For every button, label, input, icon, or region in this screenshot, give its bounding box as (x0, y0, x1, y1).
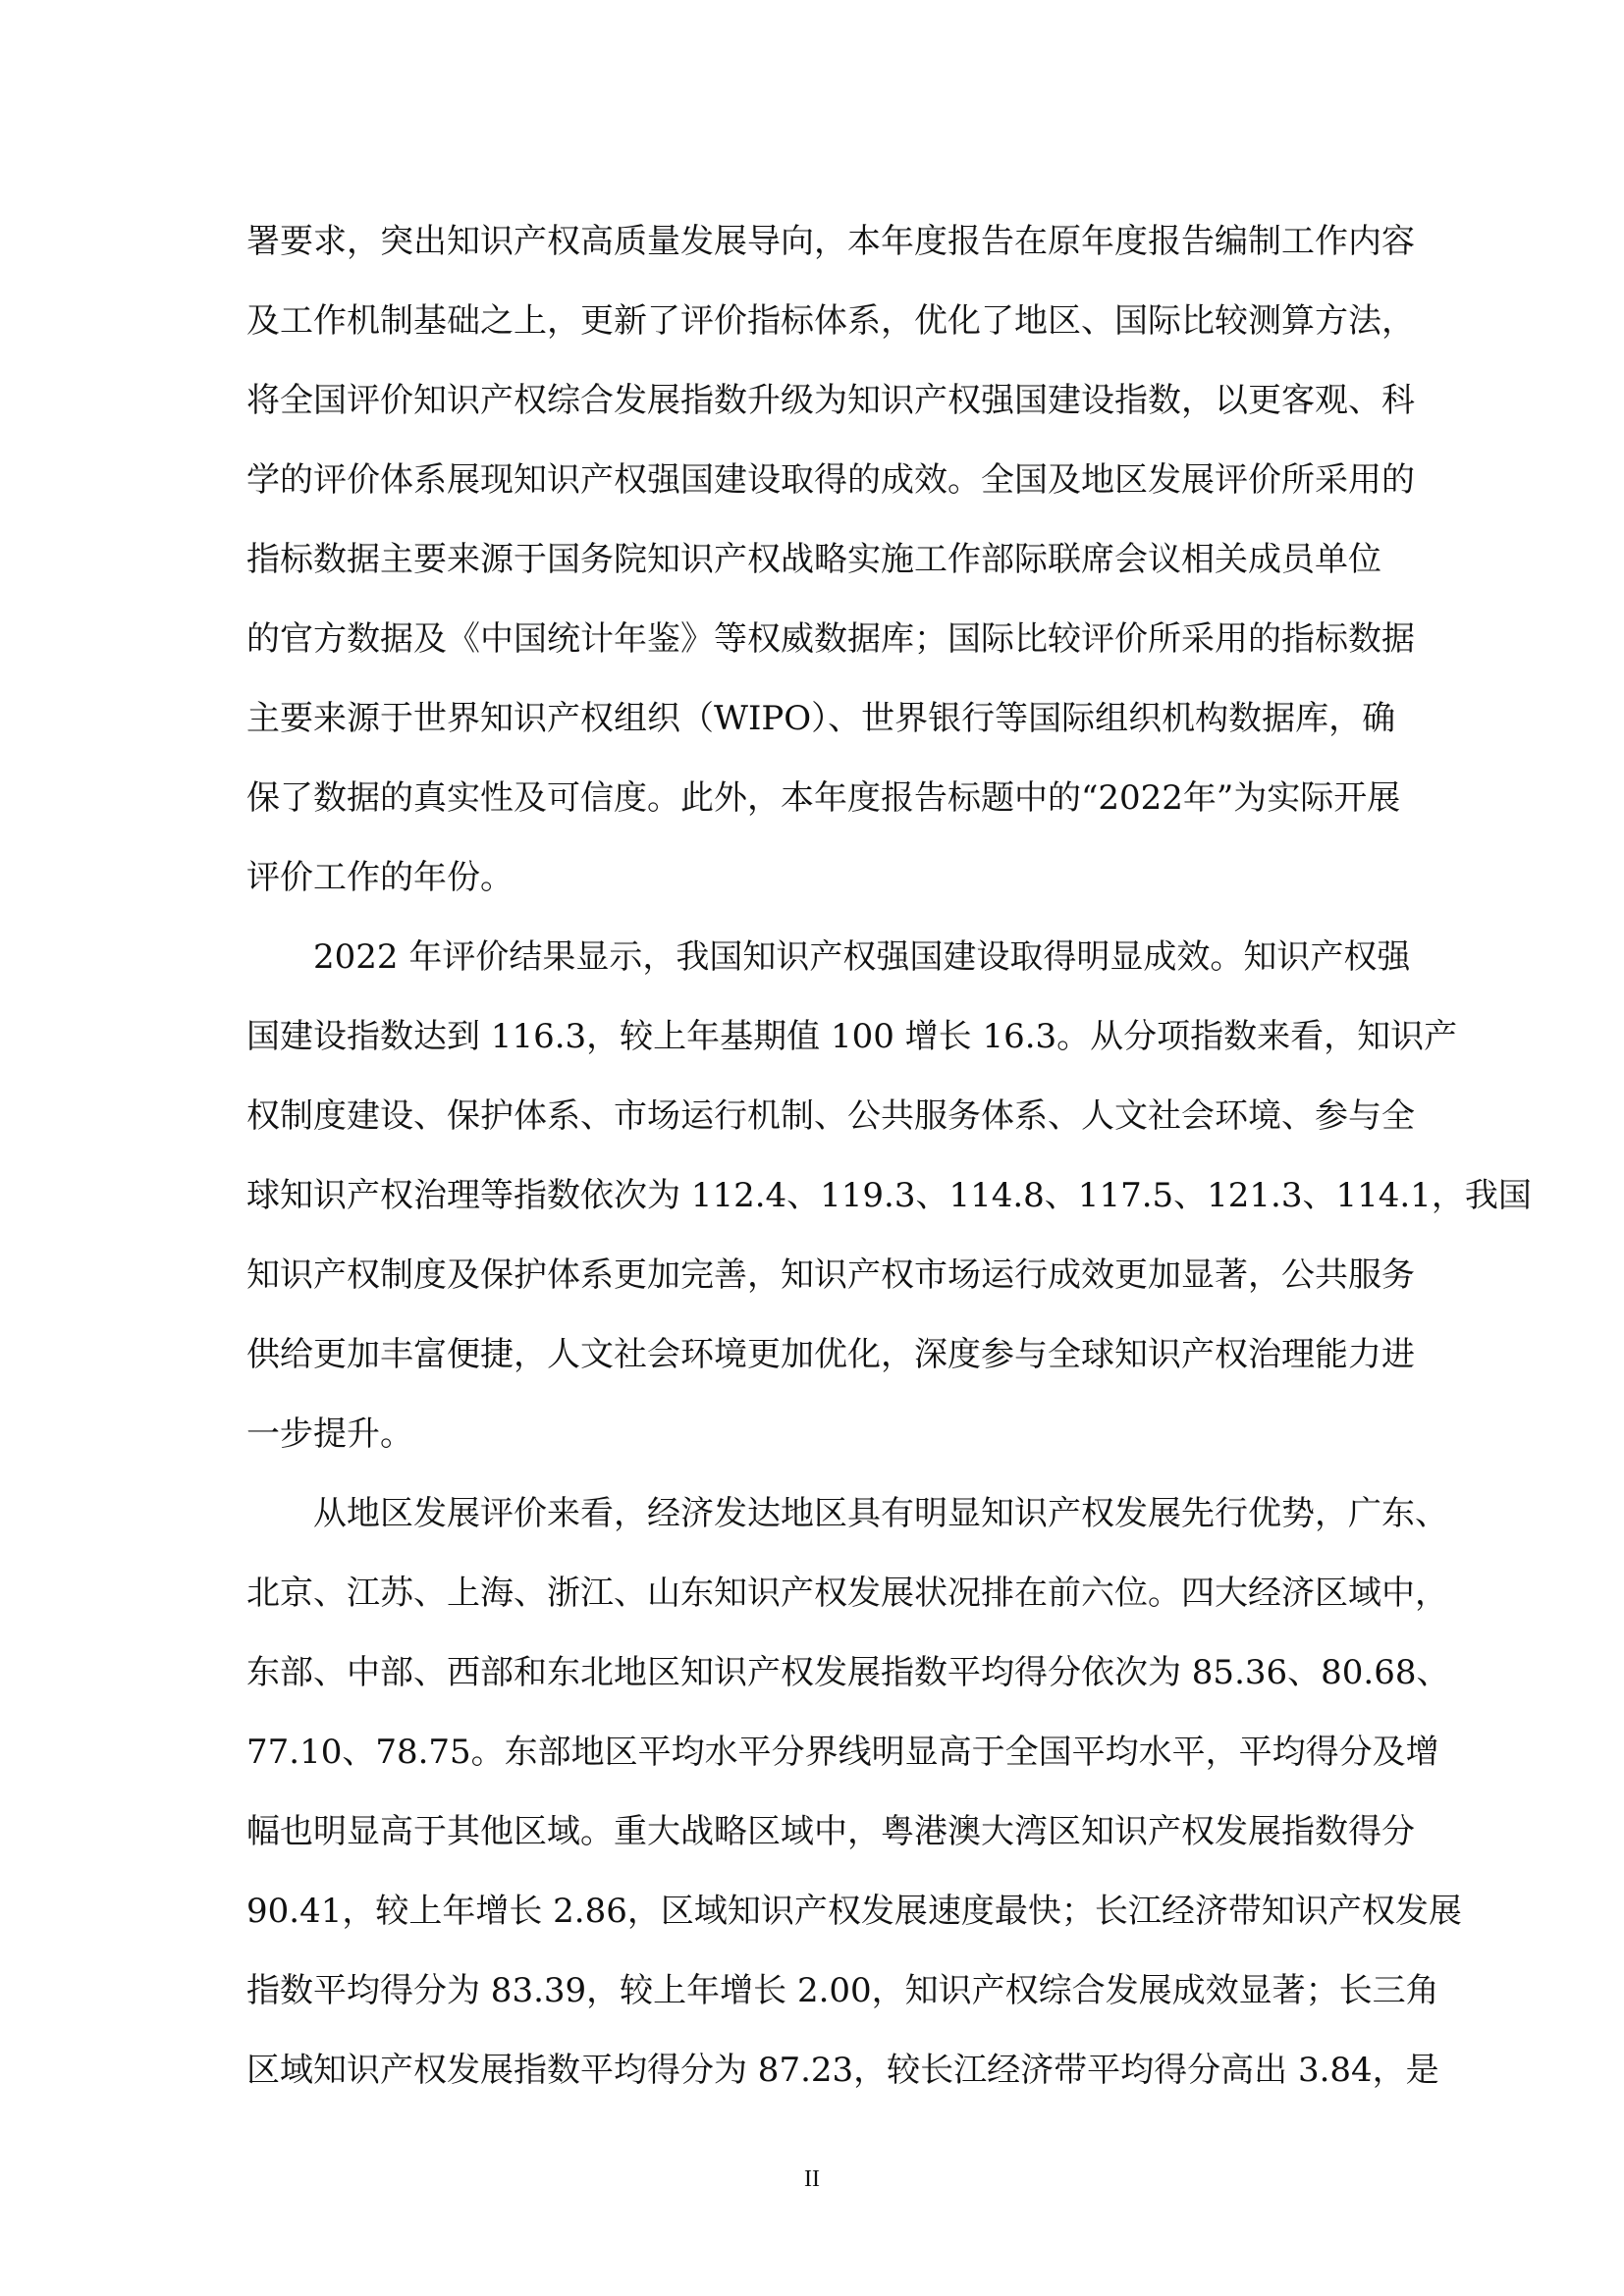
text-line: 东部、中部、西部和东北地区知识产权发展指数平均得分依次为 85.36、80.68、 (246, 1653, 1450, 1692)
text-line: 权制度建设、保护体系、市场运行机制、公共服务体系、人文社会环境、参与全 (246, 1096, 1415, 1136)
text-line: 77.10、78.75。东部地区平均水平分界线明显高于全国平均水平，平均得分及增 (246, 1733, 1439, 1772)
text-line: 一步提升。 (246, 1415, 413, 1454)
text-line: 90.41，较上年增长 2.86，区域知识产权发展速度最快；长江经济带知识产权发展 (246, 1892, 1462, 1931)
text-line: 幅也明显高于其他区域。重大战略区域中，粤港澳大湾区知识产权发展指数得分 (246, 1812, 1415, 1851)
text-line: 知识产权制度及保护体系更加完善，知识产权市场运行成效更加显著，公共服务 (246, 1255, 1415, 1295)
text-line: 及工作机制基础之上，更新了评价指标体系，优化了地区、国际比较测算方法， (246, 301, 1415, 341)
text-line: 保了数据的真实性及可信度。此外，本年度报告标题中的“2022年”为实际开展 (246, 778, 1401, 818)
text-line: 指标数据主要来源于国务院知识产权战略实施工作部际联席会议相关成员单位 (246, 540, 1381, 579)
text-line: 球知识产权治理等指数依次为 112.4、119.3、114.8、117.5、121.3、114.1，我国 (246, 1176, 1532, 1215)
text-line: 主要来源于世界知识产权组织（WIPO）、世界银行等国际组织机构数据库，确 (246, 699, 1396, 738)
text-line: 署要求，突出知识产权高质量发展导向，本年度报告在原年度报告编制工作内容 (246, 222, 1415, 261)
page-number: II (804, 2166, 820, 2192)
text-line: 国建设指数达到 116.3，较上年基期值 100 增长 16.3。从分项指数来看，知识产 (246, 1017, 1458, 1056)
text-line: 的官方数据及《中国统计年鉴》等权威数据库；国际比较评价所采用的指标数据 (246, 619, 1415, 659)
paragraph-first-line: 从地区发展评价来看，经济发达地区具有明显知识产权发展先行优势，广东、 (313, 1494, 1448, 1533)
text-line: 评价工作的年份。 (246, 858, 514, 897)
text-line: 将全国评价知识产权综合发展指数升级为知识产权强国建设指数，以更客观、科 (246, 381, 1415, 420)
text-line: 区域知识产权发展指数平均得分为 87.23，较长江经济带平均得分高出 3.84，是 (246, 2051, 1439, 2090)
paragraph-first-line: 2022 年评价结果显示，我国知识产权强国建设取得明显成效。知识产权强 (313, 937, 1411, 977)
text-line: 指数平均得分为 83.39，较上年增长 2.00，知识产权综合发展成效显著；长三角 (246, 1971, 1439, 2010)
body-text (246, 202, 1532, 2110)
text-line: 学的评价体系展现知识产权强国建设取得的成效。全国及地区发展评价所采用的 (246, 460, 1415, 500)
text-line: 供给更加丰富便捷，人文社会环境更加优化，深度参与全球知识产权治理能力进 (246, 1335, 1415, 1374)
text-line: 北京、江苏、上海、浙江、山东知识产权发展状况排在前六位。四大经济区域中， (246, 1574, 1448, 1613)
